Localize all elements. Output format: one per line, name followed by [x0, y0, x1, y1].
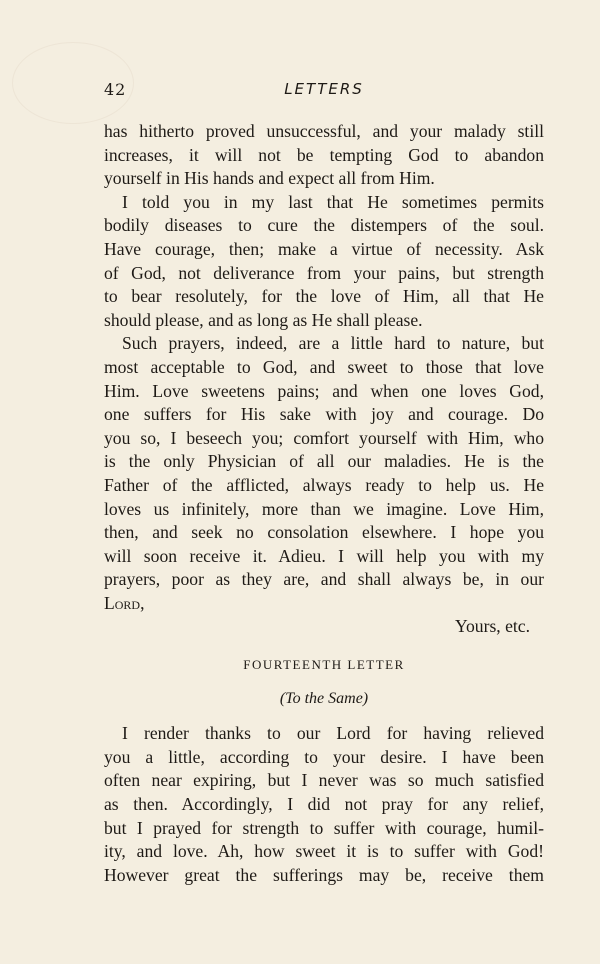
text-line: Have courage, then; make a virtue of necessity. Ask — [104, 238, 544, 259]
letter-closing: Yours, etc. — [455, 616, 530, 637]
text-line: will soon receive it. Adieu. I will help you with my — [104, 545, 544, 566]
text-line: Father of the afflicted, always ready to help us. He — [104, 474, 544, 495]
letter-recipient: (To the Same) — [279, 689, 369, 707]
paragraph-1 — [104, 120, 544, 191]
text-line: of God, not deliverance from your pains, but strength — [104, 262, 544, 283]
text-line: should please, and as long as He shall please. — [104, 309, 423, 330]
letter-heading: FOURTEENTH LETTER — [243, 657, 405, 673]
text-line: prayers, poor as they are, and shall always be, in our — [104, 569, 544, 590]
text-line: is the only Physician of all our maladies. He is the — [104, 451, 544, 472]
paragraph-2 — [104, 191, 544, 333]
text-line: I render thanks to our Lord for having relieved — [122, 723, 544, 744]
text-line: one suffers for His sake with joy and courage. Do — [104, 404, 544, 425]
text-line: yourself in His hands and expect all from Him. — [104, 168, 435, 189]
text-line: loves us infinitely, more than we imagine. Love Him, — [104, 498, 544, 519]
text-line: but I prayed for strength to suffer with courage, humil- — [104, 817, 544, 838]
text-line: you a little, according to your desire. I have been — [104, 746, 544, 767]
page-number: 42 — [104, 80, 127, 99]
page-body — [104, 120, 544, 887]
text-line: has hitherto proved unsuccessful, and your malady still — [104, 121, 544, 141]
text-line: However great the sufferings may be, receive them — [104, 864, 544, 885]
paragraph-3 — [104, 332, 544, 615]
text-line: to bear resolutely, for the love of Him, all that He — [104, 286, 544, 307]
text-line: increases, it will not be tempting God to abandon — [104, 144, 544, 165]
text-line: bodily diseases to cure the distempers of the soul. — [104, 215, 544, 236]
text-line: often near expiring, but I never was so much satisfied — [104, 770, 544, 791]
text-line: I told you in my last that He sometimes permits — [122, 191, 544, 212]
text-line: most acceptable to God, and sweet to those that love — [104, 356, 544, 377]
text-line: you so, I beseech you; comfort yourself with Him, who — [104, 427, 544, 448]
text-line: then, and seek no consolation elsewhere. I hope you — [104, 522, 544, 543]
text-line: Lord, — [104, 592, 145, 613]
text-line: as then. Accordingly, I did not pray for any relief, — [104, 794, 544, 815]
paragraph-4 — [104, 722, 544, 887]
page-header — [104, 80, 544, 100]
running-head: LETTERS — [284, 80, 364, 98]
text-line: ity, and love. Ah, how sweet it is to suffer with God! — [104, 841, 544, 862]
text-line: Him. Love sweetens pains; and when one loves God, — [104, 380, 544, 401]
text-line: Such prayers, indeed, are a little hard to nature, but — [122, 333, 544, 354]
